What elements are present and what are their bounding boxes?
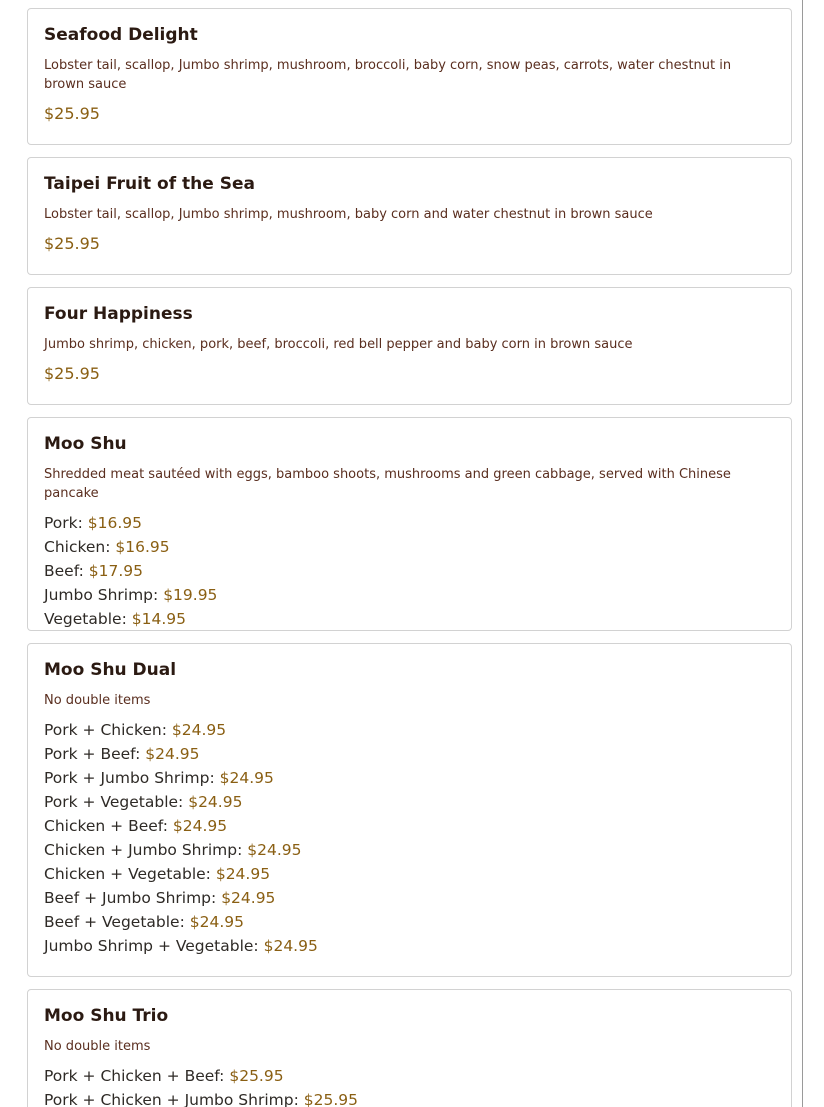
menu-item-title: Moo Shu Trio — [44, 1006, 169, 1026]
option-price: $24.95 — [189, 913, 244, 931]
option-label: Jumbo Shrimp: — [44, 586, 159, 604]
menu-item-card[interactable] — [27, 8, 792, 145]
option-price: $14.95 — [131, 610, 186, 628]
menu-item-price: $25.95 — [44, 234, 100, 253]
price-option — [44, 886, 775, 910]
option-price: $16.95 — [87, 514, 143, 532]
option-price: $24.95 — [219, 769, 274, 787]
option-label: Vegetable: — [44, 610, 127, 628]
price-option — [44, 1064, 775, 1088]
option-price: $16.95 — [115, 538, 170, 556]
option-label: Chicken + Vegetable: — [44, 865, 211, 883]
price-option — [44, 910, 775, 934]
option-label: Pork + Jumbo Shrimp: — [44, 769, 215, 787]
option-label: Pork + Vegetable: — [44, 793, 184, 811]
menu-item-description: No double items — [44, 693, 151, 708]
menu-item-description: Shredded meat sautéed with eggs, bamboo shoots, mushrooms and green cabbage, served with Chinese pancake — [44, 467, 731, 501]
price-option — [44, 742, 775, 766]
option-label: Pork + Chicken + Jumbo Shrimp: — [44, 1091, 299, 1107]
price-option — [44, 511, 775, 535]
option-label: Jumbo Shrimp + Vegetable: — [44, 937, 259, 955]
page-edge-divider — [802, 0, 803, 1107]
price-option — [44, 1088, 775, 1107]
option-label: Beef + Jumbo Shrimp: — [44, 889, 217, 907]
menu-item-card[interactable] — [27, 643, 792, 977]
price-option — [44, 766, 775, 790]
menu-item-title: Four Happiness — [44, 304, 193, 324]
menu-item-description: Lobster tail, scallop, Jumbo shrimp, mushroom, broccoli, baby corn, snow peas, carrots, water chestnut in brown sauce — [44, 58, 732, 92]
price-option — [44, 559, 775, 583]
menu-item-title: Moo Shu — [44, 434, 127, 454]
option-price: $19.95 — [163, 586, 218, 604]
price-option — [44, 535, 775, 559]
price-option — [44, 862, 775, 886]
menu-item-title: Taipei Fruit of the Sea — [44, 174, 255, 194]
option-price: $25.95 — [229, 1067, 284, 1085]
menu-item-card[interactable] — [27, 157, 792, 275]
price-option — [44, 814, 775, 838]
option-label: Chicken: — [44, 538, 111, 556]
option-price: $25.95 — [303, 1091, 358, 1107]
price-option — [44, 934, 775, 958]
price-option — [44, 838, 775, 862]
option-label: Pork + Chicken + Beef: — [44, 1067, 225, 1085]
menu-item-description: No double items — [44, 1039, 151, 1054]
option-price: $24.95 — [171, 721, 227, 739]
option-label: Pork: — [44, 514, 83, 532]
option-price: $24.95 — [215, 865, 271, 883]
price-option — [44, 607, 775, 631]
menu-item-price: $25.95 — [44, 104, 100, 123]
option-price: $24.95 — [247, 841, 302, 859]
option-price: $24.95 — [145, 745, 200, 763]
menu-item-card[interactable] — [27, 287, 792, 405]
menu-item-title: Seafood Delight — [44, 25, 198, 45]
price-option — [44, 583, 775, 607]
price-option — [44, 718, 775, 742]
option-price: $24.95 — [221, 889, 276, 907]
menu-item-card[interactable] — [27, 989, 792, 1107]
menu-item-description: Lobster tail, scallop, Jumbo shrimp, mushroom, baby corn and water chestnut in brown sauce — [44, 207, 653, 222]
menu-item-card[interactable] — [27, 417, 792, 631]
menu-item-price: $25.95 — [44, 364, 100, 383]
option-label: Beef + Vegetable: — [44, 913, 185, 931]
option-label: Beef: — [44, 562, 84, 580]
option-label: Pork + Chicken: — [44, 721, 167, 739]
menu-item-description: Jumbo shrimp, chicken, pork, beef, broccoli, red bell pepper and baby corn in brown sauce — [44, 337, 633, 352]
option-price: $24.95 — [188, 793, 243, 811]
option-label: Pork + Beef: — [44, 745, 141, 763]
option-price: $24.95 — [172, 817, 228, 835]
option-price: $24.95 — [263, 937, 318, 955]
option-label: Chicken + Beef: — [44, 817, 168, 835]
menu-item-title: Moo Shu Dual — [44, 660, 177, 680]
price-option — [44, 790, 775, 814]
option-label: Chicken + Jumbo Shrimp: — [44, 841, 243, 859]
menu-item-list — [27, 8, 792, 1107]
option-price: $17.95 — [88, 562, 144, 580]
